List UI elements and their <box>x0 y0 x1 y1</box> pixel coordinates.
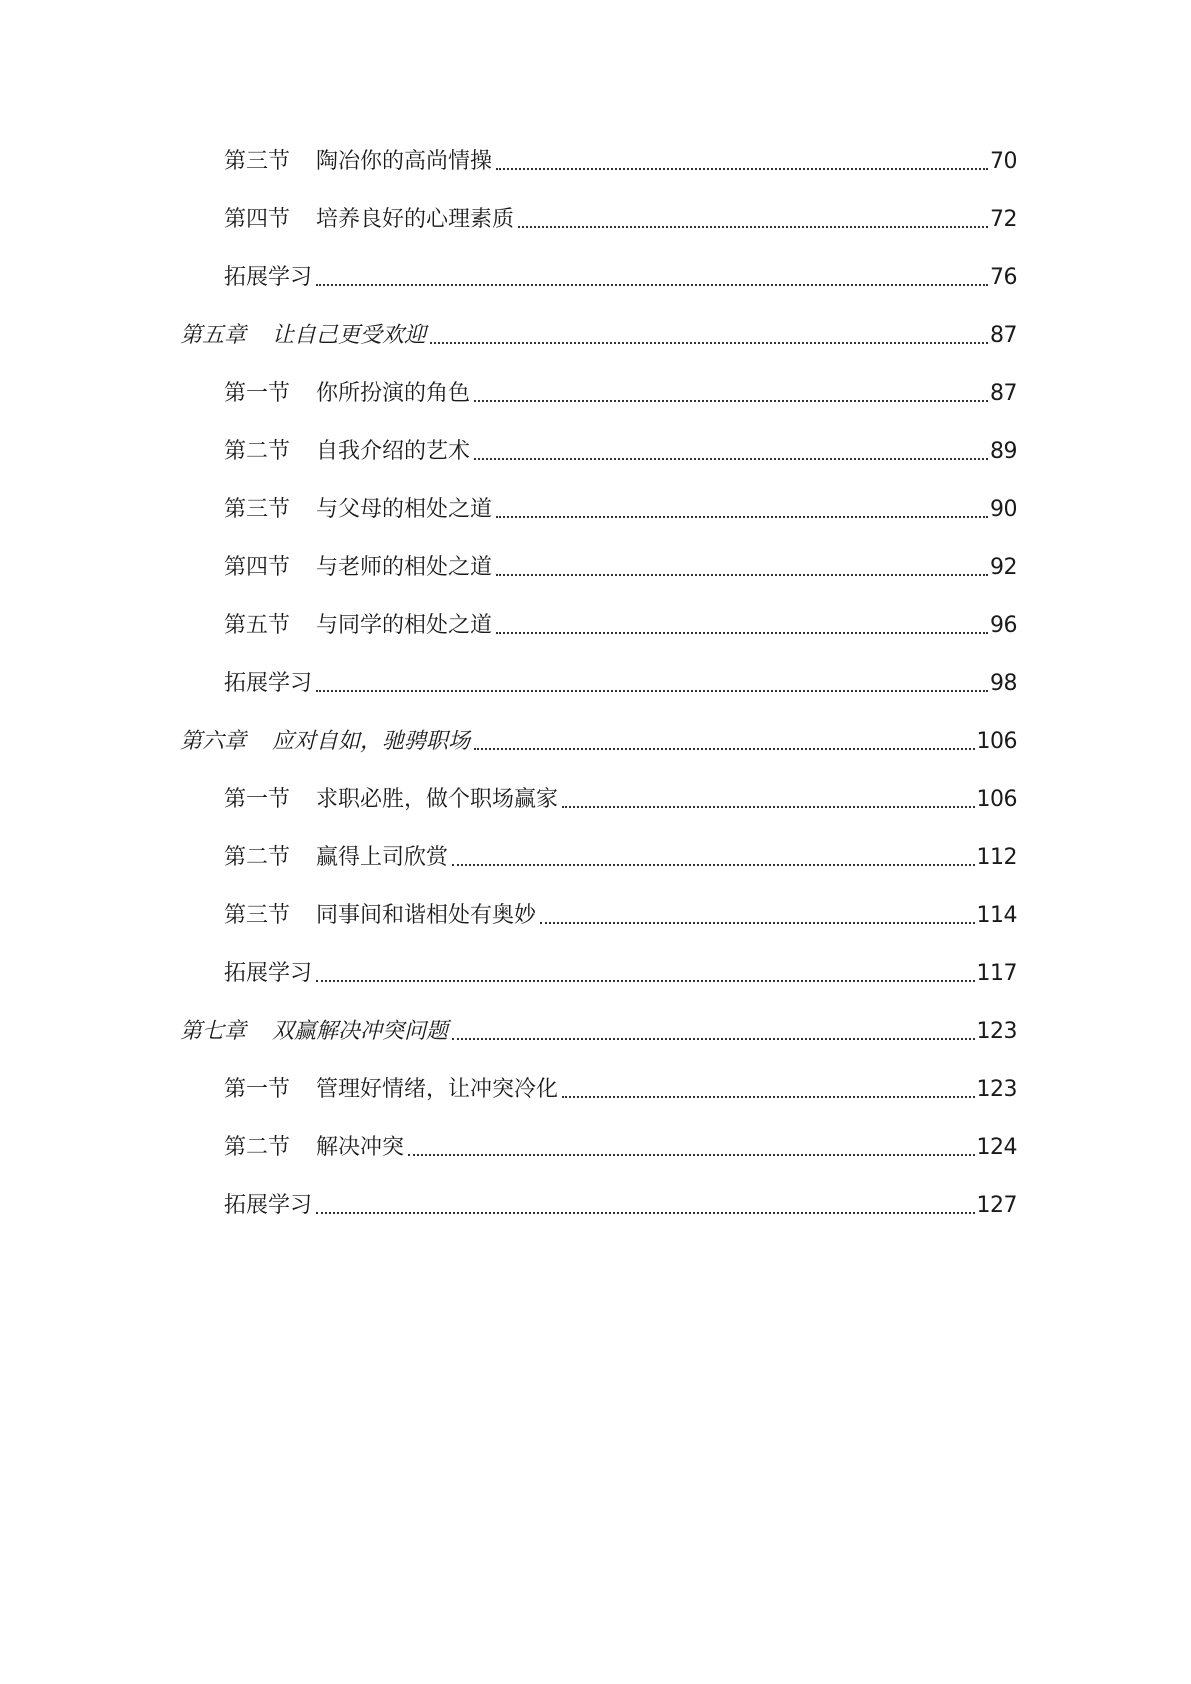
dot-leader <box>316 690 988 692</box>
toc-entry[interactable] <box>224 665 1017 699</box>
toc-entry[interactable] <box>224 1129 1017 1163</box>
toc-entry-page: 89 <box>990 439 1017 464</box>
dot-leader <box>474 458 988 460</box>
toc-entry-number: 第二节 <box>224 1135 291 1160</box>
toc-chapter-number: 第七章 <box>180 1019 247 1044</box>
dot-leader <box>562 806 974 808</box>
toc-entry[interactable] <box>224 607 1017 641</box>
toc-entry-label <box>224 437 470 467</box>
toc-entry[interactable] <box>224 549 1017 583</box>
dot-leader <box>496 516 988 518</box>
toc-entry-page: 127 <box>976 1193 1017 1218</box>
toc-entry[interactable] <box>224 201 1017 235</box>
toc-entry-title: 拓展学习 <box>224 265 313 290</box>
toc-entry-number: 第三节 <box>224 497 291 522</box>
toc-entry-label <box>224 553 492 583</box>
toc-entry-label <box>224 785 558 815</box>
dot-leader <box>496 168 988 170</box>
dot-leader <box>496 632 988 634</box>
toc-entry[interactable] <box>224 955 1017 989</box>
toc-entry-title: 求职必胜，做个职场赢家 <box>316 787 559 812</box>
toc-entry-page: 96 <box>990 613 1017 638</box>
toc-entry-page: 70 <box>990 149 1017 174</box>
toc-chapter-number: 第五章 <box>180 323 247 348</box>
toc-entry-page: 123 <box>976 1077 1017 1102</box>
toc-chapter-title: 让自己更受欢迎 <box>272 323 427 348</box>
toc-chapter-title: 应对自如，驰骋职场 <box>272 729 471 754</box>
toc-entry-page: 106 <box>976 729 1017 754</box>
toc-entry-page: 112 <box>976 845 1017 870</box>
toc-chapter-entry[interactable] <box>180 723 1017 757</box>
toc-entry-page: 76 <box>990 265 1017 290</box>
toc-entry[interactable] <box>224 781 1017 815</box>
toc-entry-number: 第二节 <box>224 845 291 870</box>
toc-entry-label <box>224 263 312 293</box>
toc-entry-number: 第一节 <box>224 787 291 812</box>
dot-leader <box>562 1096 974 1098</box>
toc-entry[interactable] <box>224 433 1017 467</box>
toc-entry[interactable] <box>224 143 1017 177</box>
dot-leader <box>408 1154 974 1156</box>
toc-entry-label <box>224 669 312 699</box>
toc-entry[interactable] <box>224 491 1017 525</box>
toc-chapter-title: 双赢解决冲突问题 <box>272 1019 449 1044</box>
toc-entry-number: 第一节 <box>224 1077 291 1102</box>
toc-entry-page: 87 <box>990 381 1017 406</box>
toc-chapter-entry[interactable] <box>180 317 1017 351</box>
toc-entry-page: 124 <box>976 1135 1017 1160</box>
toc-entry-title: 与同学的相处之道 <box>316 613 493 638</box>
toc-entry[interactable] <box>224 1071 1017 1105</box>
toc-entry-title: 自我介绍的艺术 <box>316 439 471 464</box>
toc-entry-label <box>180 1017 448 1047</box>
toc-entry-number: 第五节 <box>224 613 291 638</box>
toc-entry-title: 赢得上司欣赏 <box>316 845 449 870</box>
toc-entry-title: 拓展学习 <box>224 961 313 986</box>
dot-leader <box>452 1038 974 1040</box>
toc-entry-label <box>224 901 536 931</box>
toc-entry-page: 90 <box>990 497 1017 522</box>
toc-entry-title: 培养良好的心理素质 <box>316 207 515 232</box>
toc-entry-number: 第四节 <box>224 207 291 232</box>
toc-entry-title: 解决冲突 <box>316 1135 405 1160</box>
toc-entry-label <box>224 611 492 641</box>
toc-entry-page: 117 <box>976 961 1017 986</box>
dot-leader <box>496 574 988 576</box>
toc-entry-title: 同事间和谐相处有奥妙 <box>316 903 537 928</box>
dot-leader <box>452 864 974 866</box>
toc-entry-label <box>224 1133 404 1163</box>
toc-entry-number: 第三节 <box>224 149 291 174</box>
toc-entry-title: 你所扮演的角色 <box>316 381 471 406</box>
toc-entry-title: 与老师的相处之道 <box>316 555 493 580</box>
toc-entry-title: 与父母的相处之道 <box>316 497 493 522</box>
toc-entry-label <box>224 495 492 525</box>
toc-entry-title: 拓展学习 <box>224 1193 313 1218</box>
toc-entry-number: 第一节 <box>224 381 291 406</box>
toc-entry-label <box>180 321 426 351</box>
dot-leader <box>430 342 988 344</box>
toc-entry[interactable] <box>224 1187 1017 1221</box>
toc-entry-label <box>224 379 470 409</box>
toc-chapter-entry[interactable] <box>180 1013 1017 1047</box>
toc-entry-title: 陶冶你的高尚情操 <box>316 149 493 174</box>
dot-leader <box>316 1212 974 1214</box>
dot-leader <box>474 400 988 402</box>
toc-entry-page: 98 <box>990 671 1017 696</box>
dot-leader <box>540 922 974 924</box>
toc-entry-label <box>180 727 470 757</box>
dot-leader <box>474 748 974 750</box>
toc-entry[interactable] <box>224 259 1017 293</box>
toc-entry-page: 114 <box>976 903 1017 928</box>
toc-entry-number: 第二节 <box>224 439 291 464</box>
toc-chapter-number: 第六章 <box>180 729 247 754</box>
toc-entry[interactable] <box>224 897 1017 931</box>
toc-entry-page: 123 <box>976 1019 1017 1044</box>
dot-leader <box>316 284 988 286</box>
toc-entry[interactable] <box>224 375 1017 409</box>
toc-entry-label <box>224 959 312 989</box>
toc-entry[interactable] <box>224 839 1017 873</box>
toc-entry-page: 106 <box>976 787 1017 812</box>
toc-entry-number: 第三节 <box>224 903 291 928</box>
toc-entry-title: 拓展学习 <box>224 671 313 696</box>
toc-entry-title: 管理好情绪，让冲突冷化 <box>316 1077 559 1102</box>
toc-entry-page: 92 <box>990 555 1017 580</box>
dot-leader <box>316 980 974 982</box>
dot-leader <box>518 226 988 228</box>
toc-entry-number: 第四节 <box>224 555 291 580</box>
toc-entry-page: 87 <box>990 323 1017 348</box>
toc-entry-label <box>224 843 448 873</box>
toc-entry-page: 72 <box>990 207 1017 232</box>
toc-entry-label <box>224 1191 312 1221</box>
toc-entry-label <box>224 147 492 177</box>
toc-entry-label <box>224 1075 558 1105</box>
toc-entry-label <box>224 205 514 235</box>
